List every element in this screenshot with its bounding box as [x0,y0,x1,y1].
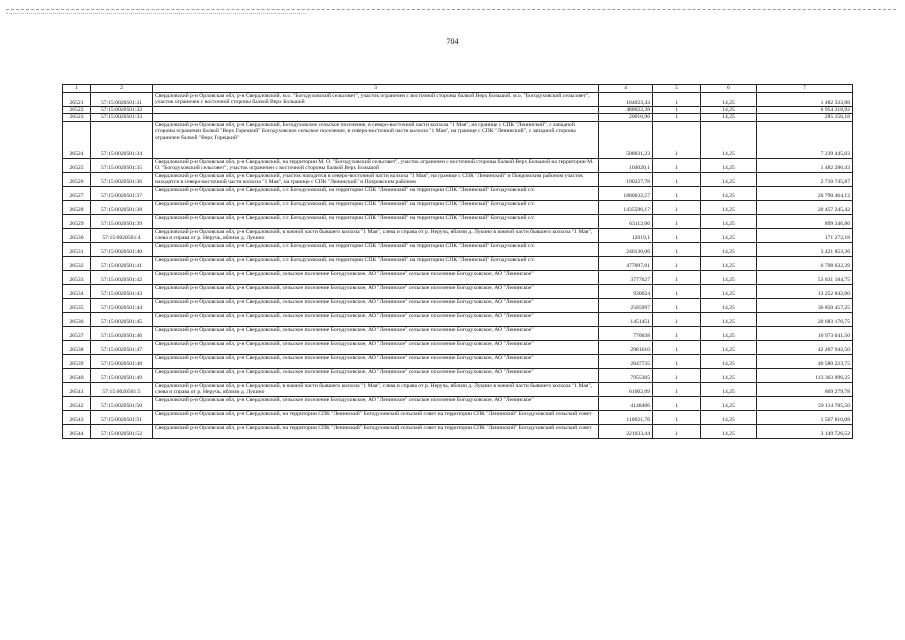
rate-cell: 14,25 [701,200,757,214]
rate-cell: 14,25 [701,284,757,298]
table-row [63,354,853,368]
table-row [63,368,853,382]
row-number-cell: 26525 [63,158,91,172]
quantity-cell: 1 [653,326,701,340]
row-number-cell: 26522 [63,107,91,114]
row-number-cell: 26526 [63,172,91,186]
rate-cell: 14,25 [701,424,757,438]
rate-cell: 14,25 [701,326,757,340]
table-row [63,340,853,354]
area-cell: 221033,44 [599,424,653,438]
cadastral-value-cell: 1 482 286,43 [757,158,853,172]
cadastral-number-cell: 57:15:0020501:4 [91,228,153,242]
rate-cell: 14,25 [701,340,757,354]
cadastral-value-cell: 26 790 464,12 [757,186,853,200]
header-cell: 6 [701,85,757,93]
column-number-header [63,85,853,93]
row-number-cell: 26523 [63,114,91,121]
cadastral-value-cell: 20 683 176,75 [757,312,853,326]
cadastral-value-cell: 1 567 810,08 [757,410,853,424]
location-description-cell: Свердловский р-н Орловская обл, р-н Свердловский, сельское поселение Богодуховское, АО "Ленинское" сельское поселение Богодуховское, АО "Ленинское" [153,368,599,382]
quantity-cell: 1 [653,410,701,424]
cadastral-value-cell: 36 850 457,25 [757,298,853,312]
cadastral-number-cell: 57:15:0020501:45 [91,312,153,326]
area-cell: 488022,38 [599,107,653,114]
cadastral-number-cell: 57:15:0020501:52 [91,424,153,438]
location-description-cell: Свердловский р-н Орловская обл, р-н Свердловский, с/с Богодуховский, на территории СПК "Ленинский" на территории СПК "Ленинский" Богодуховский с/с [153,186,599,200]
table-row [63,410,853,424]
table-row [63,228,853,242]
table-row [63,114,853,121]
cadastral-number-cell: 57:15:0020501:51 [91,410,153,424]
area-cell: 930024 [599,284,653,298]
location-description-cell: Свердловский р-н Орловская обл, р-н Свердловский, сельское поселение Богодуховское, АО "Ленинское" сельское поселение Богодуховское, АО "Ленинское" [153,340,599,354]
row-number-cell: 26542 [63,396,91,410]
row-number-cell: 26536 [63,312,91,326]
cadastral-number-cell: 57:15:0020501:48 [91,354,153,368]
row-number-cell: 26544 [63,424,91,438]
rate-cell: 14,25 [701,354,757,368]
cadastral-number-cell: 57:15:0020501:33 [91,114,153,121]
row-number-cell: 26527 [63,186,91,200]
quantity-cell: 1 [653,298,701,312]
cadastral-number-cell: 57:15:0020501:44 [91,298,153,312]
cadastral-number-cell: 57:15:0020501:39 [91,214,153,228]
cadastral-value-cell: 42 487 942,50 [757,340,853,354]
row-number-cell: 26537 [63,326,91,340]
table-row [63,121,853,158]
area-cell: 61002,09 [599,382,653,396]
table-row [63,312,853,326]
rate-cell: 14,25 [701,214,757,228]
cadastral-value-cell: 2 710 745,87 [757,172,853,186]
cadastral-number-cell: 57:15:0020501:47 [91,340,153,354]
quantity-cell: 1 [653,228,701,242]
table-row [63,242,853,256]
cadastral-value-cell: 113 363 096,25 [757,368,853,382]
rate-cell: 14,25 [701,410,757,424]
rate-cell: 14,25 [701,114,757,121]
location-description-cell: Свердловский р-н Орловская обл, р-н Свердловский, с/с Богодуховский, на территории СПК "Ленинский" на территории СПК "Ленинский" Богодуховский с/с [153,242,599,256]
location-description-cell: Свердловский р-н Орловская обл, р-н Свердловский, сельское поселение Богодуховское, АО "Ленинское" сельское поселение Богодуховское, АО "Ленинское" [153,298,599,312]
location-description-cell: Свердловский р-н Орловская обл, р-н Свердловский, сельское поселение Богодуховское, АО "Ленинское" сельское поселение Богодуховское, АО "Ленинское" [153,284,599,298]
cadastral-value-cell: 10 973 041,50 [757,326,853,340]
quantity-cell: 1 [653,214,701,228]
cadastral-value-cell: 1 482 333,88 [757,93,853,107]
row-number-cell: 26541 [63,382,91,396]
cadastral-number-cell: 57:15:0020501:34 [91,121,153,158]
quantity-cell: 1 [653,424,701,438]
cadastral-value-cell: 3 149 726,52 [757,424,853,438]
rate-cell: 14,25 [701,107,757,114]
location-description-cell: Свердловский р-н Орловская обл, р-н Свердловский, с/с Богодуховский, на территории СПК "Ленинский" на территории СПК "Ленинский" Богодуховский с/с [153,214,599,228]
header-cell: 3 [153,85,599,93]
location-description-cell: Свердловский р-н Орловская обл, р-н Свердловский, на территории М. О. "Богодуховский сельсовет", участок ограничен с восточной стороны балкой Верх Большой на территории М. О. "Богодуховский сельсовет", участок ограничен с восточной стороны балкой Верх Большой [153,158,599,172]
quantity-cell: 1 [653,186,701,200]
quantity-cell: 1 [653,172,701,186]
header-cell: 2 [91,85,153,93]
header-cell: 1 [63,85,91,93]
cadastral-number-cell: 57:15:0020501:46 [91,326,153,340]
table-row [63,93,853,107]
quantity-cell: 1 [653,158,701,172]
area-cell: 2847735 [599,354,653,368]
area-cell: 7955305 [599,368,653,382]
area-cell: 12019,1 [599,228,653,242]
location-description-cell: Свердловский р-н Орловская обл, р-н Свердловский, сельское поселение Богодуховское, АО "Ленинское" сельское поселение Богодуховское, АО "Ленинское" [153,312,599,326]
table-row [63,298,853,312]
location-description-cell: Свердловский р-н Орловская обл, р-н Свердловский, сельское поселение Богодуховское, АО "Ленинское" сельское поселение Богодуховское, АО "Ленинское" [153,396,599,410]
row-number-cell: 26543 [63,410,91,424]
cadastral-value-cell: 6 798 632,39 [757,256,853,270]
quantity-cell: 1 [653,270,701,284]
header-cell: 5 [653,85,701,93]
location-description-cell: Свердловский р-н Орловская обл, р-н Свердловский, с/с Богодуховский, на территории СПК "Ленинский" на территории СПК "Ленинский" Богодуховский с/с [153,256,599,270]
area-cell: 3777627 [599,270,653,284]
location-description-cell: Свердловский р-н Орловская обл, р-н Свердловский, участок находится в северо-восточной части колхоза "1 Мая", на границе с СПК "Ленинский" и Покровским районом участок находится в северо-восточной части колхоза "1 Мая", на границе с СПК "Ленинский" и Покровским районом [153,172,599,186]
row-number-cell: 26524 [63,121,91,158]
table-row [63,158,853,172]
cadastral-number-cell: 57:15:0020501:40 [91,242,153,256]
area-cell: 240130,06 [599,242,653,256]
area-cell: 110021,76 [599,410,653,424]
quantity-cell: 1 [653,312,701,326]
quantity-cell: 1 [653,396,701,410]
cadastral-value-cell: 899 346,86 [757,214,853,228]
row-number-cell: 26532 [63,256,91,270]
rate-cell: 14,25 [701,382,757,396]
cadastral-value-cell: 7 239 445,03 [757,121,853,158]
row-number-cell: 26530 [63,228,91,242]
area-cell: 1451451 [599,312,653,326]
rate-cell: 14,25 [701,270,757,284]
rate-cell: 14,25 [701,121,757,158]
cadastral-value-cell: 3 421 853,36 [757,242,853,256]
cadastral-number-cell: 57:15:0020501:49 [91,368,153,382]
table-row [63,326,853,340]
cadastral-number-cell: 57:15:0020501:43 [91,284,153,298]
row-number-cell: 26529 [63,214,91,228]
location-description-cell: Свердловский р-н Орловская обл, р-н Свердловский, Богодуховское сельское поселение, в северо-восточной части колхоза "1 Мая", на границе с СПК "Ленинский", с западной стороны ограничен балкой "Верх Горецкий" Богодуховское сельское поселение, в северо-восточной части колхоза "1 Мая", на границе с СПК "Ленинский", с западной стороны ограничен балкой "Верх Горецкий" [153,121,599,158]
cadastral-number-cell: 57:15:0020501:5 [91,382,153,396]
location-description-cell [153,114,599,121]
area-cell: 2585997 [599,298,653,312]
land-registry-table [62,84,853,439]
table-row [63,214,853,228]
location-description-cell: Свердловский р-н Орловская обл, р-н Свердловский, с/с Богодуховский, на территории СПК "Ленинский" на территории СПК "Ленинский" Богодуховский с/с [153,200,599,214]
location-description-cell: Свердловский р-н Орловская обл, р-н Свердловский, в южной части бывшего колхоза "1 Мая", слева и справа от р. Неручь, вблизи д. Лукино в южной части бывшего колхоза "1 Мая", слева и справа от р. Неручь, вблизи д. Лукино [153,382,599,396]
rate-cell: 14,25 [701,298,757,312]
location-description-cell: Свердловский р-н Орловская обл, р-н Свердловский, м.о. "Богодуховский сельсовет", участок ограничен с восточной стороны балкой Верх Большой. м.о. "Богодуховский сельсовет", участок ограничен с восточной стороны балкой Верх Большой [153,93,599,107]
rate-cell: 14,25 [701,368,757,382]
page-number: 704 [446,37,459,46]
table-row [63,284,853,298]
row-number-cell: 26540 [63,368,91,382]
cadastral-value-cell: 869 279,78 [757,382,853,396]
area-cell: 2981610 [599,340,653,354]
row-number-cell: 26533 [63,270,91,284]
table-row [63,107,853,114]
table-row [63,270,853,284]
cadastral-value-cell: 6 954 318,92 [757,107,853,114]
quantity-cell: 1 [653,121,701,158]
area-cell: 4148406 [599,396,653,410]
cadastral-number-cell: 57:15:0020501:42 [91,270,153,284]
area-cell: 20010,96 [599,114,653,121]
quantity-cell: 1 [653,256,701,270]
rate-cell: 14,25 [701,172,757,186]
location-description-cell: Свердловский р-н Орловская обл, р-н Свердловский, сельское поселение Богодуховское, АО "Ленинское" сельское поселение Богодуховское, АО "Ленинское" [153,354,599,368]
cadastral-value-cell: 171 272,18 [757,228,853,242]
area-cell: 508031,23 [599,121,653,158]
row-number-cell: 26534 [63,284,91,298]
cadastral-number-cell: 57:15:0020501:38 [91,200,153,214]
area-cell: 770038 [599,326,653,340]
quantity-cell: 1 [653,368,701,382]
cadastral-value-cell: 40 580 223,75 [757,354,853,368]
location-description-cell: Свердловский р-н Орловская обл, р-н Свердловский, сельское поселение Богодуховское, АО "Ленинское" сельское поселение Богодуховское, АО "Ленинское" [153,326,599,340]
quantity-cell: 1 [653,200,701,214]
table-row [63,256,853,270]
location-description-cell: Свердловский р-н Орловская обл, р-н Свердловский, на территории СПК "Ленинский" Богодуховский сельский совет на территории СПК "Ленинский" Богодуховский сельский совет [153,410,599,424]
location-description-cell: Свердловский р-н Орловская обл, р-н Свердловский, сельское поселение Богодуховское, АО "Ленинское" сельское поселение Богодуховское, АО "Ленинское" [153,270,599,284]
rate-cell: 14,25 [701,158,757,172]
cadastral-number-cell: 57:15:0020501:36 [91,172,153,186]
row-number-cell: 26528 [63,200,91,214]
rate-cell: 14,25 [701,228,757,242]
location-description-cell: Свердловский р-н Орловская обл, р-н Свердловский, в южной части бывшего колхоза "1 Мая", слева и справа от р. Неручь, вблизи д. Лукино в южной части бывшего колхоза "1 Мая", слева и справа от р. Неручь, вблизи д. Лукино [153,228,599,242]
cadastral-number-cell: 57:15:0020501:31 [91,93,153,107]
quantity-cell: 1 [653,340,701,354]
area-cell: 190227,78 [599,172,653,186]
rate-cell: 14,25 [701,242,757,256]
table-row [63,396,853,410]
rate-cell: 14,25 [701,93,757,107]
header-cell: 7 [757,85,853,93]
row-number-cell: 26535 [63,298,91,312]
quantity-cell: 1 [653,382,701,396]
cadastral-number-cell: 57:15:0020501:35 [91,158,153,172]
area-cell: 104020,1 [599,158,653,172]
row-number-cell: 26531 [63,242,91,256]
scan-header-rule [6,9,896,18]
cadastral-number-cell: 57:15:0020501:37 [91,186,153,200]
cadastral-value-cell: 59 114 785,50 [757,396,853,410]
area-cell: 63112,06 [599,214,653,228]
quantity-cell: 1 [653,93,701,107]
rate-cell: 14,25 [701,256,757,270]
cadastral-value-cell: 13 252 842,00 [757,284,853,298]
quantity-cell: 1 [653,107,701,114]
rate-cell: 14,25 [701,186,757,200]
quantity-cell: 1 [653,284,701,298]
quantity-cell: 1 [653,354,701,368]
quantity-cell: 1 [653,242,701,256]
quantity-cell: 1 [653,114,701,121]
location-description-cell [153,107,599,114]
table-row [63,424,853,438]
area-cell: 1880032,57 [599,186,653,200]
row-number-cell: 26521 [63,93,91,107]
location-description-cell: Свердловский р-н Орловская обл, р-н Свердловский, на территории СПК "Ленинский" Богодуховский сельский совет на территории СПК "Ленинский" Богодуховский сельский совет [153,424,599,438]
area-cell: 477097,01 [599,256,653,270]
table-row [63,200,853,214]
header-cell: 4 [599,85,653,93]
cadastral-value-cell: 285 156,18 [757,114,853,121]
row-number-cell: 26538 [63,340,91,354]
cadastral-value-cell: 53 831 184,75 [757,270,853,284]
area-cell: 104023,43 [599,93,653,107]
table-row [63,172,853,186]
rate-cell: 14,25 [701,396,757,410]
row-number-cell: 26539 [63,354,91,368]
rate-cell: 14,25 [701,312,757,326]
cadastral-value-cell: 20 457 245,42 [757,200,853,214]
table-row [63,382,853,396]
area-cell: 1435596,17 [599,200,653,214]
cadastral-number-cell: 57:15:0020501:32 [91,107,153,114]
cadastral-number-cell: 57:15:0020501:41 [91,256,153,270]
table-row [63,186,853,200]
cadastral-number-cell: 57:15:0020501:50 [91,396,153,410]
